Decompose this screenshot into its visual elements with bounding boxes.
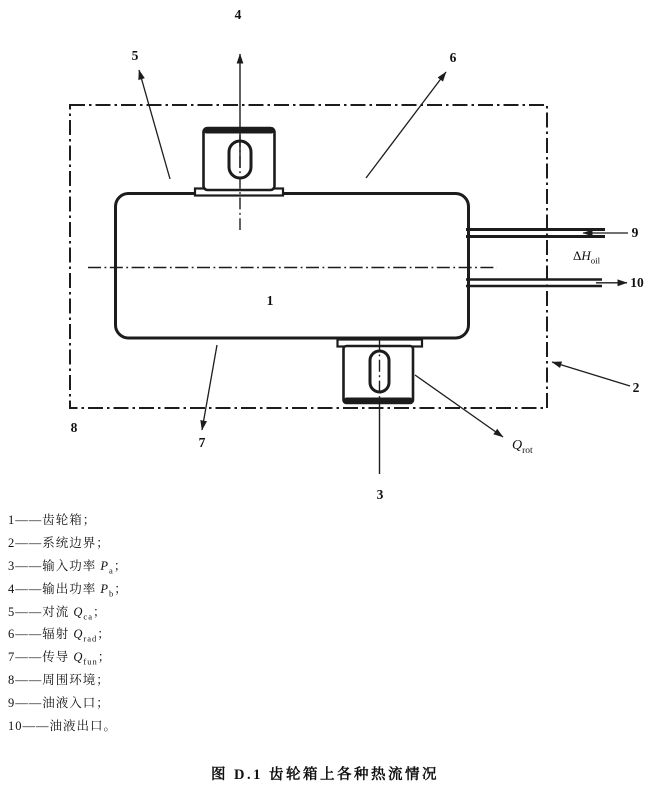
oil-outlet-pipe bbox=[466, 280, 602, 287]
legend-item-3: 3——输入功率 $P_a$； bbox=[8, 558, 128, 576]
callout-10: 10 bbox=[630, 275, 644, 290]
legend-item-6: 6——辐射 $Q_{rad}$； bbox=[8, 627, 111, 644]
convection-arrow bbox=[139, 70, 170, 179]
top-shaft-coupling bbox=[195, 127, 283, 196]
rotation-loss-arrow bbox=[415, 375, 503, 437]
legend-item-9: 9——油液入口； bbox=[8, 696, 110, 711]
legend-item-4: 4——输出功率 $P_b$； bbox=[8, 581, 128, 599]
legend-item-1: 1——齿轮箱； bbox=[8, 513, 97, 527]
callout-3: 3 bbox=[376, 487, 384, 502]
q-rot-annotation: $Q_{rot}$ bbox=[512, 438, 533, 456]
figure-caption: 图 D.1 齿轮箱上各种热流情况 bbox=[210, 767, 440, 783]
callout-2: 2 bbox=[632, 380, 640, 395]
boundary-leader-arrow bbox=[552, 362, 630, 386]
gearbox-housing bbox=[116, 194, 469, 339]
callout-8: 8 bbox=[70, 420, 78, 435]
callout-1: 1 bbox=[266, 293, 274, 308]
legend-item-2: 2——系统边界； bbox=[8, 535, 110, 550]
callout-4: 4 bbox=[234, 7, 242, 22]
legend-item-8: 8——周围环境； bbox=[8, 673, 110, 688]
figure-legend bbox=[8, 509, 428, 738]
radiation-arrow bbox=[366, 72, 446, 178]
callout-7: 7 bbox=[198, 435, 206, 450]
delta-h-oil-annotation: $\Delta H_{oil}$ bbox=[573, 248, 601, 266]
legend-item-10: 10——油液出口。 bbox=[8, 719, 118, 734]
callout-9: 9 bbox=[631, 225, 639, 240]
legend-item-7: 7——传导 $Q_{fun}$； bbox=[8, 650, 112, 667]
callout-6: 6 bbox=[449, 50, 457, 65]
callout-5: 5 bbox=[131, 48, 139, 63]
conduction-arrow bbox=[202, 345, 217, 430]
legend-item-5: 5——对流 $Q_{ca}$； bbox=[8, 604, 107, 622]
